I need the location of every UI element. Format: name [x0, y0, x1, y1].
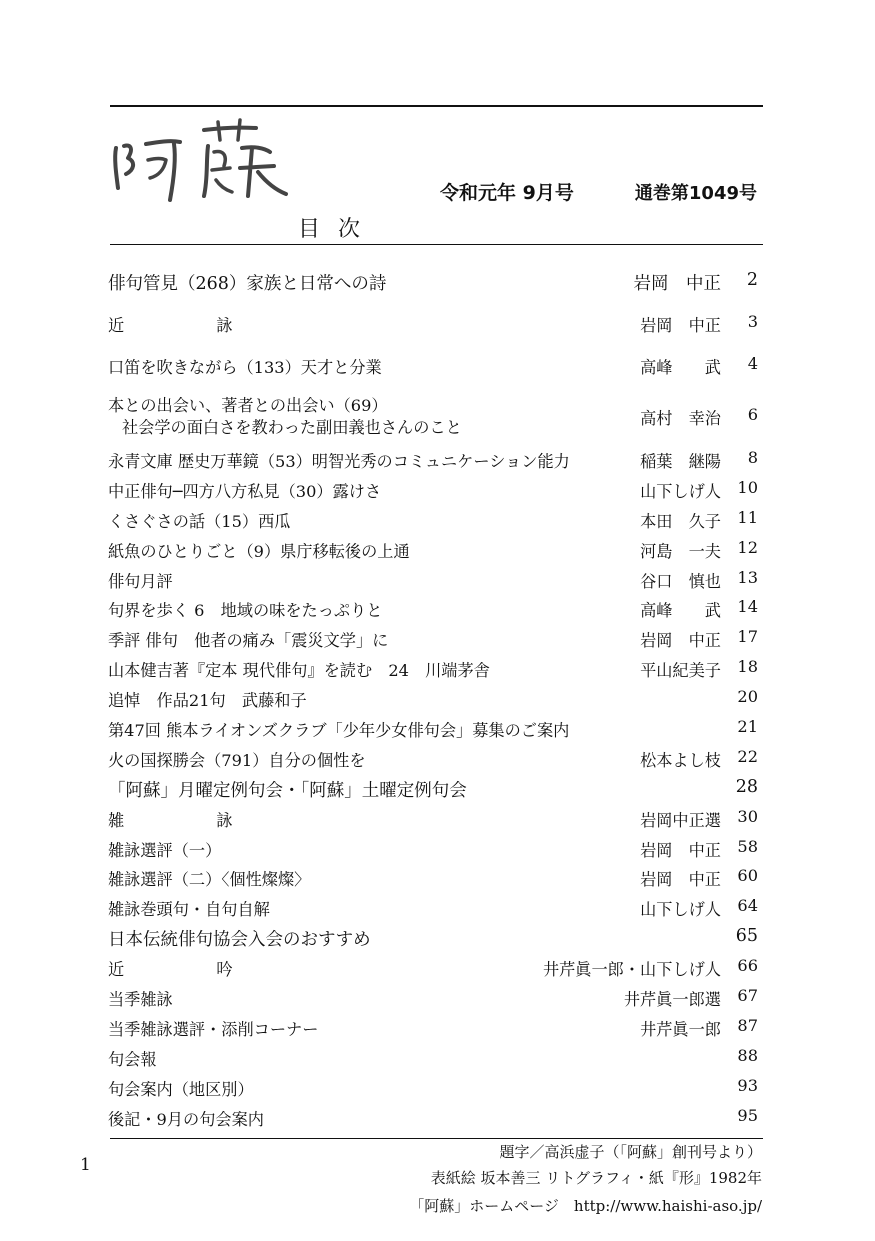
toc-author: 平山紀美子: [640, 661, 721, 681]
toc-row: [108, 952, 758, 982]
toc-row: [108, 593, 758, 623]
toc-article-title: 永青文庫 歴史万華鏡（53）明智光秀のコミュニケーション能力: [108, 452, 570, 471]
toc-page-number: 21: [737, 717, 758, 737]
toc-page-number: 60: [737, 866, 758, 886]
toc-row: [108, 773, 758, 803]
toc-article-title: 近 詠: [108, 316, 271, 335]
toc-row: [108, 564, 758, 594]
toc-author: 稲葉 継陽: [640, 452, 721, 471]
toc-row: [108, 1072, 758, 1102]
toc-page-number: 4: [747, 354, 758, 373]
toc-article-title: 当季雑詠: [108, 990, 173, 1010]
toc-row: [108, 1042, 758, 1072]
toc-row: [108, 713, 758, 743]
toc-page-number: 30: [737, 806, 758, 826]
toc-page-number: 6: [747, 405, 758, 424]
toc-article-title: 句界を歩く 6 地域の味をたっぷりと: [108, 601, 383, 621]
footer-title-credit: 題字／高浜虚子（「阿蘇」創刊号より）: [499, 1143, 762, 1161]
toc-article-title: 季評 俳句 他者の痛み「震災文学」に: [108, 631, 389, 651]
toc-article-title: 第47回 熊本ライオンズクラブ「少年少女俳句会」募集のご案内: [108, 721, 570, 741]
toc-article-title: 俳句月評: [108, 571, 173, 591]
toc-page-number: 66: [737, 956, 758, 976]
toc-article-title: 紙魚のひとりごと（9）県庁移転後の上通: [108, 541, 410, 561]
toc-author: 井芹眞一郎・山下しげ人: [542, 960, 721, 980]
toc-row: [108, 304, 758, 346]
toc-page-number: 88: [737, 1045, 758, 1065]
toc-page-number: 58: [737, 836, 758, 856]
page-number: 1: [80, 1155, 91, 1175]
issue-total-number: 通巻第1049号: [634, 183, 757, 204]
toc-author: 高峰 武: [640, 358, 721, 377]
toc-page-number: 64: [737, 896, 758, 916]
toc-page-number: 67: [737, 986, 758, 1006]
toc-article-title: 句会案内（地区別）: [108, 1079, 254, 1099]
toc-author: 山下しげ人: [640, 481, 721, 501]
toc-article-title: 山本健吉著『定本 現代俳句』を読む 24 川端茅舎: [108, 661, 490, 681]
magazine-title-calligraphy: [108, 118, 298, 208]
header-rule: [110, 244, 763, 245]
toc-author: 岩岡 中正: [640, 316, 721, 335]
toc-author: 岩岡 中正: [640, 870, 721, 890]
toc-author: 井芹眞一郎: [640, 1019, 721, 1039]
toc-author: 井芹眞一郎選: [623, 990, 721, 1010]
toc-row: [108, 474, 758, 504]
top-rule: [110, 105, 763, 107]
toc-author: 岩岡 中正: [633, 274, 721, 294]
toc-author: 山下しげ人: [640, 900, 721, 920]
toc-row: [108, 504, 758, 534]
toc-row: [108, 892, 758, 922]
table-of-contents: [108, 262, 758, 1131]
toc-page-number: 22: [737, 746, 758, 766]
toc-author: 松本よし枝: [640, 750, 721, 770]
toc-row: [108, 262, 758, 304]
toc-page-number: 13: [737, 567, 758, 587]
toc-article-title: 雑詠巻頭句・自句自解: [108, 900, 270, 920]
toc-article-title: 日本伝統俳句協会入会のおすすめ: [108, 930, 371, 951]
toc-article-title: くさぐさの話（15）西瓜: [108, 511, 291, 531]
toc-author: 高村 幸治: [640, 409, 721, 428]
footer-cover-credit: 表紙絵 坂本善三 リトグラフィ・紙『形』1982年: [430, 1169, 762, 1187]
toc-row: [108, 803, 758, 833]
toc-article-title: 追悼 作品21句 武藤和子: [108, 691, 307, 711]
toc-article-title: 俳句管見（268）家族と日常への詩: [108, 274, 387, 294]
toc-article-title: 句会報: [108, 1049, 157, 1069]
toc-row: [108, 1012, 758, 1042]
toc-page-number: 93: [737, 1075, 758, 1095]
toc-article-title: 雑 詠: [108, 810, 271, 830]
toc-page-number: 65: [735, 926, 758, 947]
toc-row: [108, 653, 758, 683]
toc-page-number: 8: [747, 448, 758, 467]
toc-page-number: 11: [737, 507, 758, 527]
toc-page-number: 3: [747, 312, 758, 331]
toc-author: 谷口 慎也: [640, 571, 721, 591]
toc-row: [108, 833, 758, 863]
toc-page-number: 18: [737, 657, 758, 677]
toc-article-title: 中正俳句─四方八方私見（30）露けさ: [108, 481, 382, 501]
toc-article-title: 火の国探勝会（791）自分の個性を: [108, 750, 366, 770]
toc-row: [108, 683, 758, 713]
toc-article-title: 口笛を吹きながら（133）天才と分業: [108, 358, 382, 377]
issue-date: 令和元年 9月号: [440, 182, 574, 204]
toc-row: [108, 623, 758, 653]
toc-article-title: 本との出会い、著者との出会い（69）: [108, 396, 388, 415]
toc-page-number: 20: [737, 687, 758, 707]
toc-page-number: 2: [746, 270, 758, 290]
toc-page-number: 87: [737, 1015, 758, 1035]
toc-author: 岩岡中正選: [640, 810, 721, 830]
toc-page-number: 28: [735, 776, 758, 797]
toc-page-number: 17: [737, 627, 758, 647]
toc-row: [108, 346, 758, 388]
toc-author: 本田 久子: [640, 511, 721, 531]
toc-title: 目次: [298, 217, 379, 242]
toc-article-title: 当季雑詠選評・添削コーナー: [108, 1019, 319, 1039]
toc-article-title: 雑詠選評（二）〈個性燦燦〉: [108, 870, 311, 890]
toc-article-title: 近 吟: [108, 960, 271, 980]
toc-row: [108, 388, 758, 444]
toc-page-number: 14: [737, 597, 758, 617]
toc-page-number: 95: [737, 1105, 758, 1125]
toc-row: [108, 534, 758, 564]
toc-article-title: 雑詠選評（一）: [108, 840, 222, 860]
toc-row: [108, 444, 758, 474]
toc-row: [108, 922, 758, 952]
footer-rule: [110, 1138, 763, 1139]
toc-row: [108, 743, 758, 773]
toc-author: 河島 一夫: [640, 541, 721, 561]
toc-row: [108, 982, 758, 1012]
toc-page-number: 12: [737, 537, 758, 557]
toc-article-title: 「阿蘇」月曜定例句会・「阿蘇」土曜定例句会: [108, 780, 467, 801]
toc-article-title: 後記・9月の句会案内: [108, 1109, 264, 1129]
toc-row: [108, 862, 758, 892]
toc-author: 高峰 武: [640, 601, 721, 621]
toc-author: 岩岡 中正: [640, 840, 721, 860]
toc-author: 岩岡 中正: [640, 631, 721, 651]
footer-homepage: 「阿蘇」ホームページ http://www.haishi-aso.jp/: [409, 1197, 762, 1215]
toc-row: [108, 1102, 758, 1132]
toc-article-subtitle: 社会学の面白さを教わった副田義也さんのこと: [122, 418, 462, 437]
toc-page-number: 10: [737, 477, 758, 497]
